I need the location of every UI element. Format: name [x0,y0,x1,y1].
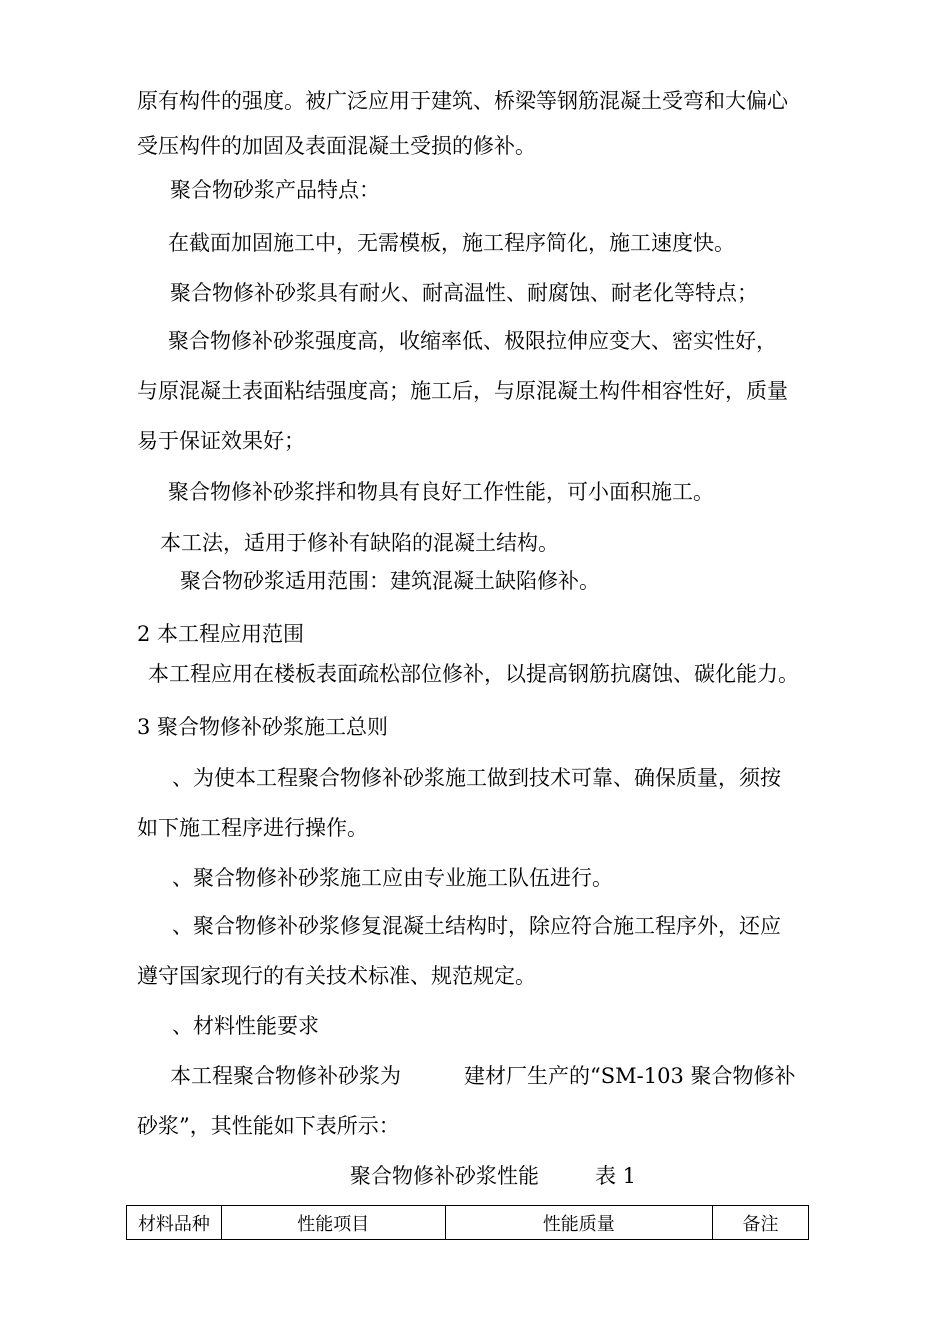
table-number: 表 1 [595,1164,637,1188]
table-header-row [127,1206,809,1240]
paragraph-line: 原有构件的强度。被广泛应用于建筑、桥梁等钢筋混凝土受弯和大偏心 [137,89,788,113]
column-header-property: 性能项目 [221,1206,445,1240]
paragraph-line: 在截面加固施工中，无需模板，施工程序简化，施工速度快。 [168,231,735,255]
paragraph-line: 本工程聚合物修补砂浆为 建材厂生产的“SM-103 聚合物修补 [170,1064,796,1088]
section-heading: 2 本工程应用范围 [137,622,305,646]
paragraph-line: 聚合物砂浆产品特点： [170,178,380,202]
paragraph-line: 、材料性能要求 [172,1014,319,1038]
paragraph-line: 、聚合物修补砂浆施工应由专业施工队伍进行。 [172,866,613,890]
column-header-quality: 性能质量 [445,1206,713,1240]
column-header-material: 材料品种 [127,1206,222,1240]
paragraph-line: 、聚合物修补砂浆修复混凝土结构时，除应符合施工程序外，还应 [172,914,781,938]
performance-table [126,1205,809,1240]
paragraph-line: 聚合物修补砂浆强度高，收缩率低、极限拉伸应变大、密实性好， [168,329,777,353]
paragraph-line: 易于保证效果好； [137,429,305,453]
paragraph-line: 聚合物修补砂浆拌和物具有良好工作性能，可小面积施工。 [168,480,714,504]
section-heading: 3 聚合物修补砂浆施工总则 [137,715,389,739]
paragraph-line: 与原混凝土表面粘结强度高；施工后，与原混凝土构件相容性好，质量 [137,379,788,403]
paragraph-line: 本工程应用在楼板表面疏松部位修补，以提高钢筋抗腐蚀、碳化能力。 [148,662,799,686]
table-title: 聚合物修补砂浆性能 [350,1164,539,1188]
table-caption [350,1163,636,1189]
paragraph-line: 受压构件的加固及表面混凝土受损的修补。 [137,134,536,158]
paragraph-line: 本工法，适用于修补有缺陷的混凝土结构。 [160,531,559,555]
paragraph-line: 如下施工程序进行操作。 [137,816,368,840]
paragraph-line: 聚合物修补砂浆具有耐火、耐高温性、耐腐蚀、耐老化等特点； [170,281,758,305]
paragraph-line: 聚合物砂浆适用范围：建筑混凝土缺陷修补。 [180,569,600,593]
paragraph-line: 砂浆”，其性能如下表所示： [137,1114,400,1138]
paragraph-line: 遵守国家现行的有关技术标准、规范规定。 [137,964,536,988]
paragraph-line: 、为使本工程聚合物修补砂浆施工做到技术可靠、确保质量，须按 [172,766,781,790]
column-header-remarks: 备注 [713,1206,809,1240]
